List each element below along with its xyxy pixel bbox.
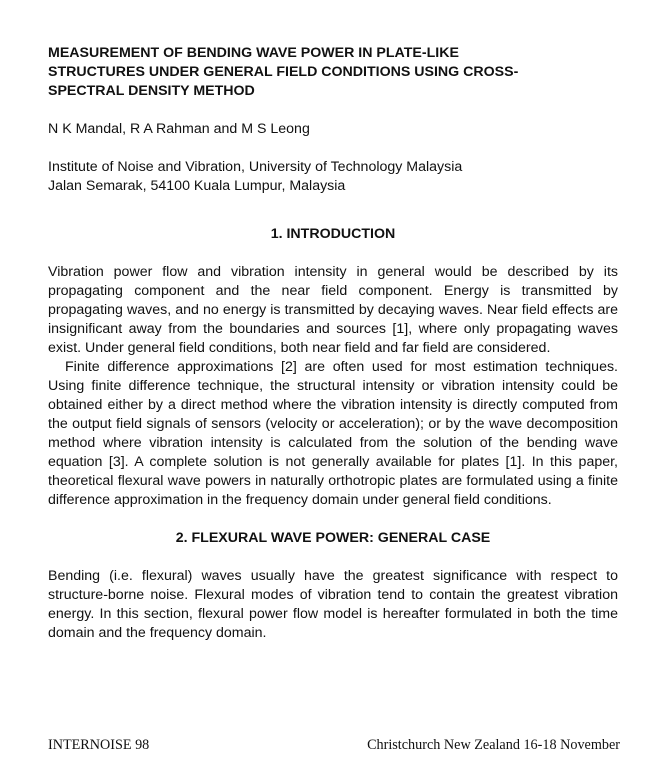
affiliation-line: Jalan Semarak, 54100 Kuala Lumpur, Malaysia: [48, 178, 346, 194]
title-line: MEASUREMENT OF BENDING WAVE POWER IN PLATE-LIKE: [48, 45, 459, 61]
author-list: N K Mandal, R A Rahman and M S Leong: [48, 121, 310, 137]
paper-page: [48, 44, 618, 643]
body-paragraph: Vibration power flow and vibration intensity in general would be described by its propagating component and the near field component. Energy is transmitted by propagating waves, and no energy is transmitted by decaying waves. Near field effects are insignificant away from the boundaries and sources [1], where only propagating waves exist. Under general field conditions, both near field and far field are considered.: [48, 264, 618, 356]
title-line: SPECTRAL DENSITY METHOD: [48, 83, 255, 99]
body-paragraph: Finite difference approximations [2] are often used for most estimation techniques. Using finite difference technique, the structural intensity or vibration intensity could be obtained either by a direct method where the vibration intensity is directly computed from the output field signals of sensors (velocity or acceleration); or by the wave decomposition method where vibration intensity is calculated from the solution of the bending wave equation [3]. A complete solution is not generally available for plates [1]. In this paper, theoretical flexural wave powers in naturally orthotropic plates are formulated using a finite difference approximation in the frequency domain under general field conditions.: [48, 359, 618, 508]
section-heading-flexural-wave-power: 2. FLEXURAL WAVE POWER: GENERAL CASE: [175, 530, 491, 546]
affiliation: [48, 158, 618, 196]
affiliation-line: Institute of Noise and Vibration, University of Technology Malaysia: [48, 159, 463, 175]
title-line: STRUCTURES UNDER GENERAL FIELD CONDITIONS USING CROSS-: [48, 64, 519, 80]
footer-location-date: Christchurch New Zealand 16-18 November: [367, 737, 620, 753]
section-heading-introduction: 1. INTRODUCTION: [270, 226, 396, 242]
footer-conference: INTERNOISE 98: [48, 737, 150, 753]
paper-title: [48, 44, 618, 101]
body-paragraph: Bending (i.e. flexural) waves usually have the greatest significance with respect to structure-borne noise. Flexural modes of vibration tend to contain the greatest vibration energy. In this section, flexural power flow model is hereafter formulated in both the time domain and the frequency domain.: [48, 568, 618, 641]
